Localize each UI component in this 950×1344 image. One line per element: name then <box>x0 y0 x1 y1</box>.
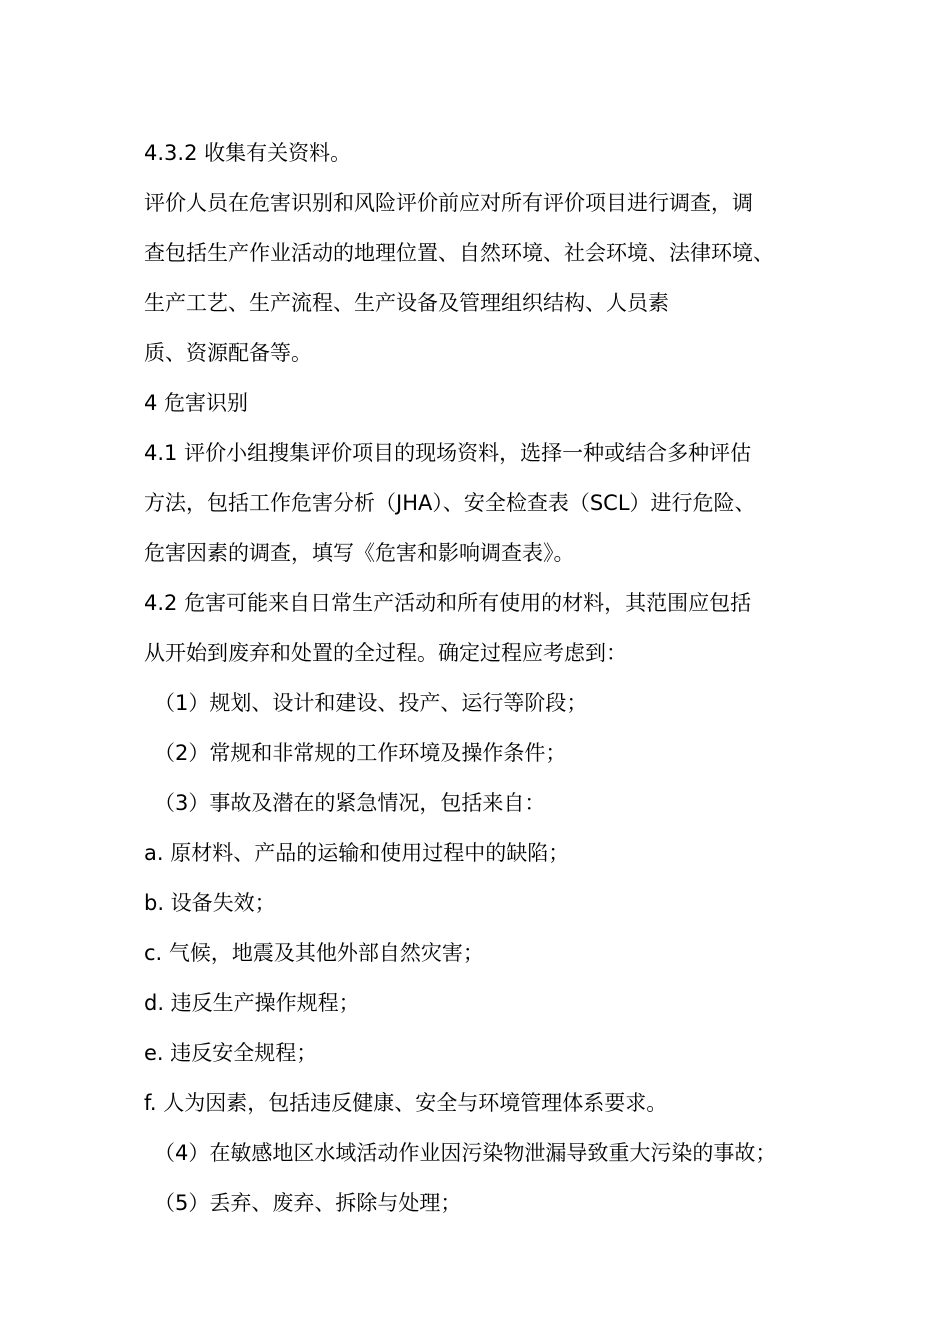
list-item: （3）事故及潜在的紧急情况，包括来自： <box>154 791 546 815</box>
sub-list-item: b. 设备失效； <box>144 891 276 915</box>
paragraph-line: 4.1 评价小组搜集评价项目的现场资料，选择一种或结合多种评估 <box>144 441 752 465</box>
sub-list-item: f. 人为因素，包括违反健康、安全与环境管理体系要求。 <box>144 1091 668 1115</box>
sub-list-item: d. 违反生产操作规程； <box>144 991 360 1015</box>
list-item: （1）规划、设计和建设、投产、运行等阶段； <box>154 691 588 715</box>
sub-list-item: a. 原材料、产品的运输和使用过程中的缺陷； <box>144 841 570 865</box>
sub-list-item: c. 气候，地震及其他外部自然灾害； <box>144 941 484 965</box>
list-item: （2）常规和非常规的工作环境及操作条件； <box>154 741 567 765</box>
paragraph-line: 查包括生产作业活动的地理位置、自然环境、社会环境、法律环境、 <box>144 241 774 265</box>
paragraph-line: 生产工艺、生产流程、生产设备及管理组织结构、人员素 <box>144 291 669 315</box>
paragraph-line: 方法，包括工作危害分析（JHA）、安全检查表（SCL）进行危险、 <box>144 491 756 515</box>
list-item: （4）在敏感地区水域活动作业因污染物泄漏导致重大污染的事故； <box>154 1141 777 1165</box>
section-heading-4-3-2: 4.3.2 收集有关资料。 <box>144 141 352 165</box>
paragraph-line: 从开始到废弃和处置的全过程。确定过程应考虑到： <box>144 641 627 665</box>
section-heading-4: 4 危害识别 <box>144 391 249 415</box>
list-item: （5）丢弃、废弃、拆除与处理； <box>154 1191 462 1215</box>
paragraph-line: 评价人员在危害识别和风险评价前应对所有评价项目进行调查，调 <box>144 191 753 215</box>
document-body <box>144 128 844 1228</box>
sub-list-item: e. 违反安全规程； <box>144 1041 318 1065</box>
paragraph-line: 质、资源配备等。 <box>144 341 312 365</box>
paragraph-line: 危害因素的调查，填写《危害和影响调查表》。 <box>144 541 575 565</box>
paragraph-line: 4.2 危害可能来自日常生产活动和所有使用的材料，其范围应包括 <box>144 591 752 615</box>
